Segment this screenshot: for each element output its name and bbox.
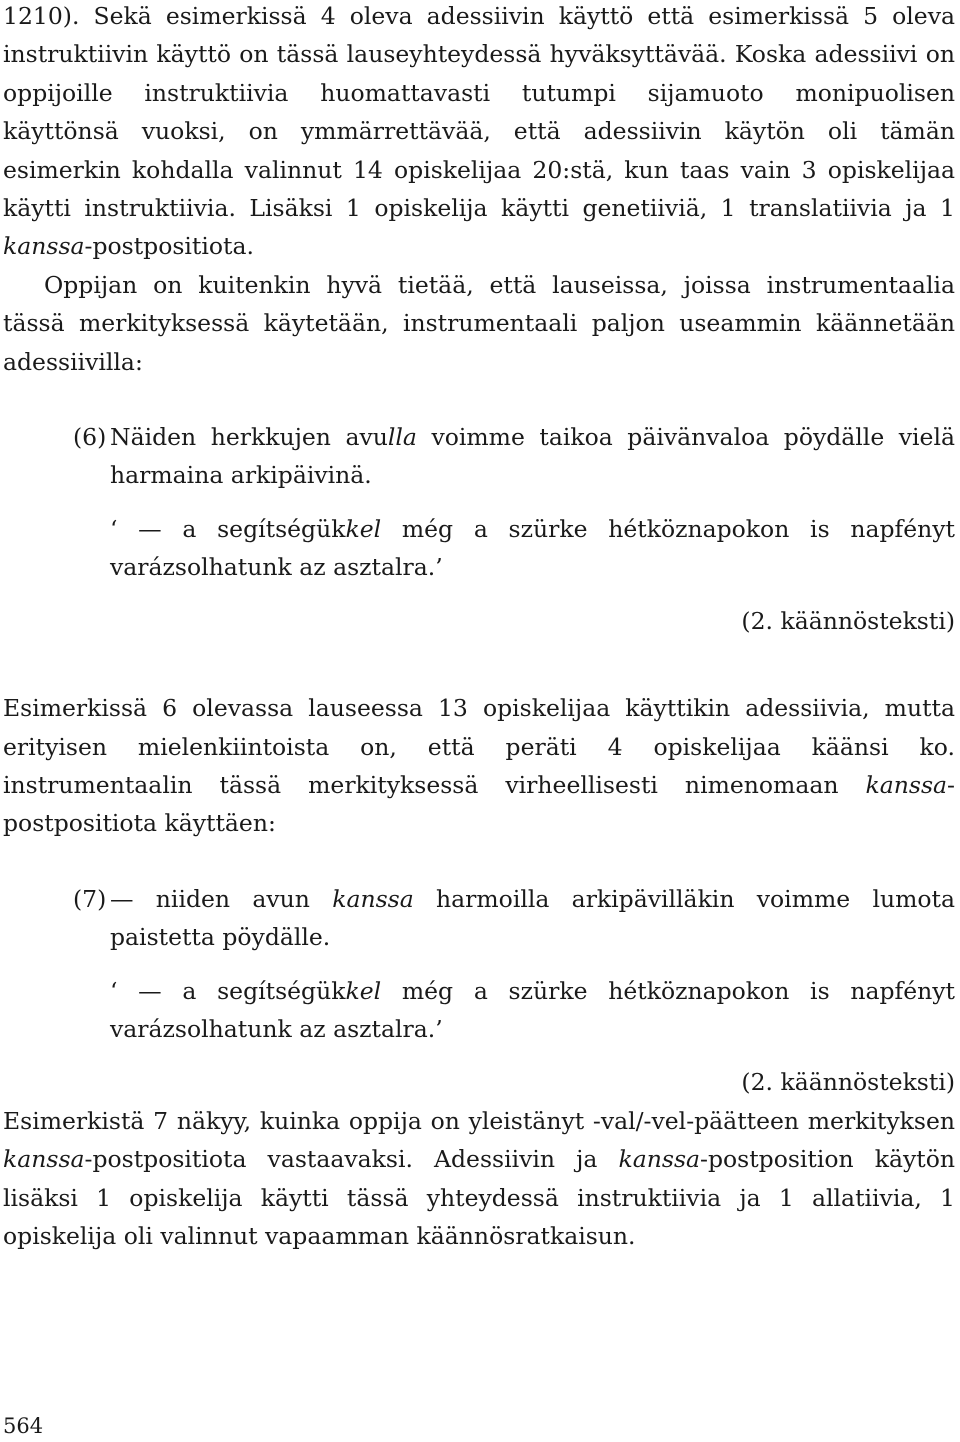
- text-span: 1210). Sekä esimerkissä 4 oleva adessiivin käyttö että esimerkissä 5 oleva instruktiivin käyttö on tässä lauseyhteydessä hyväksyttävää. Koska adessiivi on oppijoille instruktiivia huomattavasti tutumpi sijamuoto monipuolisen käyttönsä vuoksi, on ymmärrettävää, että adessiivin käytön oli tämän esimerkin kohdalla valinnut 14 opiskelijaa 20:stä, kun taas vain 3 opiskelijaa käytti instruktiivia. Lisäksi 1 opiskelija käytti genetiiviä, 1 translatiivia ja 1: [3, 2, 955, 223]
- paragraph-2: Oppijan on kuitenkin hyvä tietää, että lauseissa, joissa instrumentaalia tässä merkityksessä käytetään, instrumentaali paljon useammin käännetään adessiivilla:: [3, 270, 955, 376]
- italic-term: kanssa: [865, 770, 948, 799]
- page-number: 564: [3, 1414, 44, 1438]
- italic-term: kanssa: [3, 232, 85, 261]
- example-number: (7): [73, 884, 107, 913]
- document-page: [3, 0, 955, 1255]
- example-source: (2. käännösteksti): [741, 1068, 955, 1097]
- example-number: (6): [73, 423, 107, 452]
- example-finnish-sentence: Näiden herkkujen avulla voimme taikoa päivänvaloa pöydälle vielä harmaina arkipäivinä.: [110, 423, 955, 490]
- italic-term: kanssa: [618, 1145, 701, 1174]
- text-span: -postpositiota.: [84, 232, 254, 261]
- italic-term: kanssa: [3, 1145, 85, 1174]
- paragraph-4: Esimerkistä 7 näkyy, kuinka oppija on yleistänyt -val/-vel-päätteen merkityksen kanssa-postpositiota vastaavaksi. Adessiivin ja kanssa-postposition käytön lisäksi 1 opiskelija käytti tässä yhteydessä instruktiivia ja 1 allatiivia, 1 opiskelija oli valinnut vapaamman käännösratkaisun.: [3, 1106, 955, 1250]
- example-hungarian-sentence: ‘ — a segítségükkel még a szürke hétköznapokon is napfényt varázsolhatunk az asztalra.’: [110, 976, 955, 1043]
- example-finnish-sentence: — niiden avun kanssa harmoilla arkipävilläkin voimme lumota paistetta pöydälle.: [110, 884, 956, 952]
- example-source: (2. käännösteksti): [741, 606, 955, 635]
- paragraph-3: Esimerkissä 6 olevassa lauseessa 13 opiskelijaa käyttikin adessiivia, mutta erityisen mielenkiintoista on, että peräti 4 opiskelijaa käänsi ko. instrumentaalin tässä merkityksessä virheellisesti nimenomaan kanssa-postpositiota käyttäen:: [3, 694, 955, 838]
- example-hungarian-sentence: ‘ — a segítségükkel még a szürke hétköznapokon is napfényt varázsolhatunk az asztalra.’: [110, 514, 955, 582]
- example-7: [3, 880, 955, 1049]
- example-6: [3, 418, 955, 587]
- paragraph-1: [3, 0, 955, 266]
